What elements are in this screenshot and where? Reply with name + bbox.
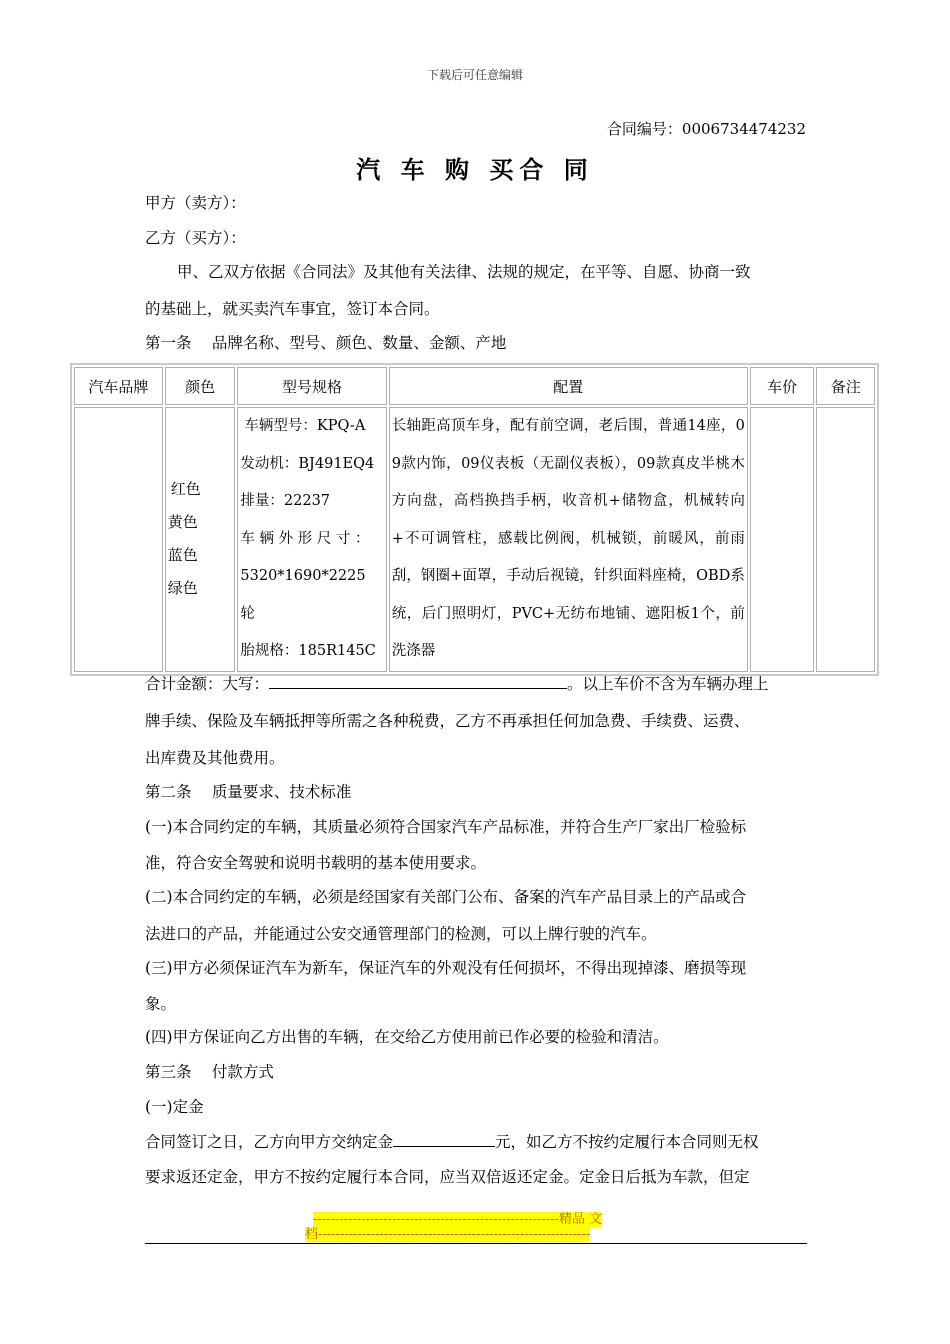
article-2-item-2-line-2: 法进口的产品，并能通过公安交通管理部门的检测，可以上牌行驶的汽车。 [145,925,657,943]
article-2-item-2-line-1: (二)本合同约定的车辆，必须是经国家有关部门公布、备案的汽车产品目录上的产品或合 [145,888,747,906]
spec-line: 排量：22237 [240,493,331,509]
cell-note [816,407,875,672]
deposit-amount-blank [393,1132,495,1147]
article-1-heading: 第一条 品牌名称、型号、颜色、数量、金额、产地 [145,334,507,352]
total-line-2: 牌手续、保险及车辆抵押等所需之各种税费，乙方不再承担任何加急费、手续费、运费、 [145,712,750,730]
color-item: 绿色 [167,579,198,598]
deposit-line-2: 要求返还定金，甲方不按约定履行本合同，应当双倍返还定金。定金日后抵为车款，但定 [145,1168,750,1186]
party-a-line: 甲方（卖方）： [145,194,246,212]
spec-line: 胎规格：185R145C [240,643,376,659]
color-item: 红色 [170,480,201,499]
article-2-item-1-line-2: 准，符合安全驾驶和说明书载明的基本使用要求。 [145,854,487,872]
contract-number: 合同编号：0006734474232 [606,120,806,138]
intro-line-2: 的基础上，就买卖汽车事宜，签订本合同。 [145,300,440,318]
spec-line: 车辆型号：KPQ-A [244,418,366,434]
table-row [74,407,875,672]
article-2-item-3-line-1: (三)甲方必须保证汽车为新车，保证汽车的外观没有任何损坏，不得出现掉漆、磨损等现 [145,959,747,977]
article-2-item-3-line-2: 象。 [145,995,177,1013]
footer-watermark-line-1: --------------------------------------------------------精品 文 [313,1212,603,1227]
header-price: 车价 [750,367,815,405]
total-prefix: 合计金额：大写： [145,675,270,693]
total-suffix: 。以上车价不含为车辆办理上 [567,675,769,693]
cell-brand [74,407,163,672]
party-b-line: 乙方（买方）： [145,229,246,247]
header-color: 颜色 [165,367,236,405]
header-brand: 汽车品牌 [74,367,163,405]
spec-line: 车 辆 外 形 尺 寸 ： [240,530,370,547]
footer-watermark-line-2: 档-------------------------------------------------------------- [305,1227,591,1242]
table-header-row [74,367,875,405]
article-2-heading: 第二条 质量要求、技术标准 [145,783,352,801]
article-2-item-1-line-1: (一)本合同约定的车辆，其质量必须符合国家汽车产品标准，并符合生产厂家出厂检验标 [145,818,747,836]
color-item: 蓝色 [167,546,198,565]
cell-colors [165,407,236,672]
header-config: 配置 [389,367,748,405]
intro-line-1: 甲、乙双方依据《合同法》及其他有关法律、法规的规定，在平等、自愿、协商一致 [177,263,751,281]
total-line-3: 出库费及其他费用。 [145,749,285,767]
header-note: 下载后可任意编辑 [426,68,523,82]
spec-line: 发动机：BJ491EQ4 [240,455,375,472]
vehicle-spec-table [70,363,879,676]
document-title: 汽 车 购 买合 同 [356,156,594,184]
cell-config: 长轴距高顶车身，配有前空调，老后围，普通14座，09款内饰，09仪表板（无副仪表板），09款真皮半桃木方向盘，高档换挡手柄，收音机+储物盒，机械转向+不可调管柱，感载比例阀，机械锁，前暖风，前雨刮，钢圈+面罩，手动后视镜，针织面料座椅，OBD系统，后门照明灯，PVC+无纺布地铺、遮阳板1个，前洗涤器 [389,407,748,672]
deposit-prefix: 合同签订之日，乙方向甲方交纳定金 [145,1133,394,1151]
article-2-item-4: (四)甲方保证向乙方出售的车辆，在交给乙方使用前已作必要的检验和清洁。 [145,1028,669,1046]
article-3-item-1: (一)定金 [145,1098,204,1116]
footer-rule [145,1243,807,1244]
spec-line: 5320*1690*2225 轮 [240,568,385,622]
color-item: 黄色 [167,513,198,532]
total-amount-blank [269,674,567,689]
cell-model-spec [237,407,386,672]
total-amount-line [145,674,807,694]
header-model: 型号规格 [237,367,386,405]
cell-price [750,407,815,672]
deposit-suffix: 元，如乙方不按约定履行本合同则无权 [495,1133,759,1151]
deposit-line-1 [145,1132,807,1152]
header-note: 备注 [816,367,875,405]
article-3-heading: 第三条 付款方式 [145,1063,274,1081]
